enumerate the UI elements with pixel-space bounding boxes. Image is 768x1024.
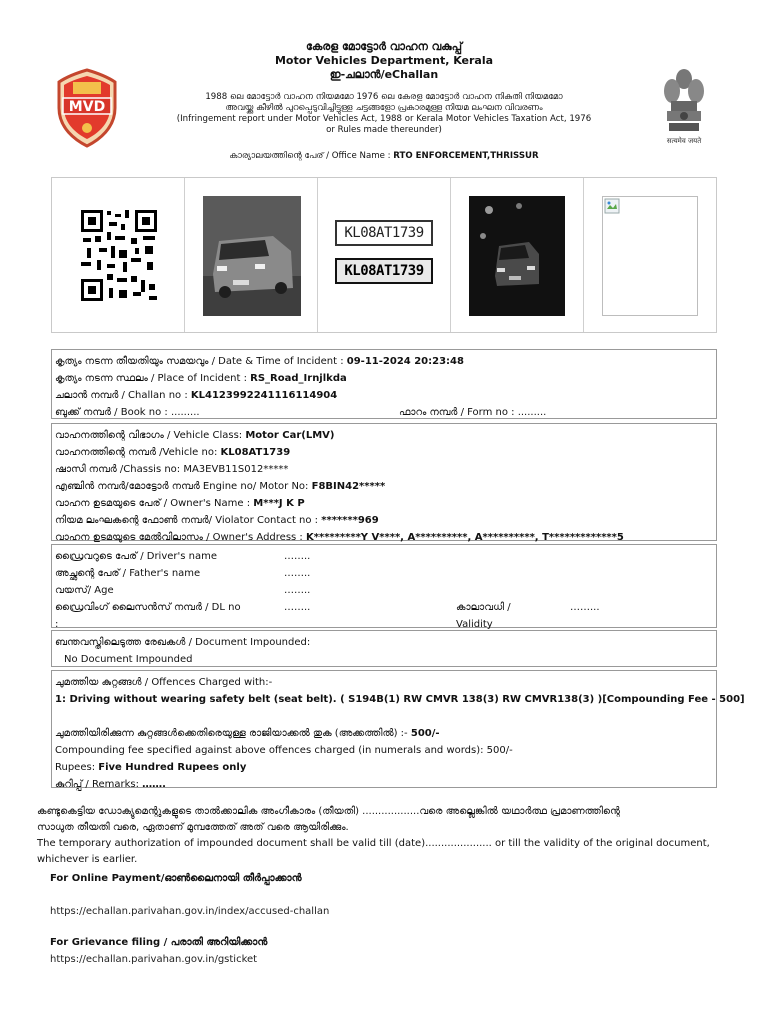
compounding-amount-label: ചുമത്തിയിരിക്കുന്ന കുറ്റങ്ങൾക്കെതിരെയുള്ള രാജിയാക്കൽ തുക (അക്കത്തിൽ) :- — [55, 728, 408, 739]
emblem-caption: सत्यमेव जयते — [666, 137, 702, 145]
note-ml-line2: സാധുത തീയതി വരെ, ഏതാണ് മുമ്പത്തേത് അത് വരെ ആയിരിക്കും. — [37, 822, 349, 833]
evidence-photos — [51, 177, 717, 333]
offences-spacer — [55, 708, 713, 725]
desc-ml-line2: അവയ്ക്കു കീഴിൽ പുറപ്പെടുവിച്ചിട്ടുള്ള ചട്ടങ്ങളോ പ്രകാരമുള്ള നിയമ ലംഘന വിവരണം — [225, 103, 543, 113]
remarks-row — [55, 776, 713, 793]
note-en-line2: whichever is earlier. — [37, 854, 138, 865]
owner-address-label: വാഹന ഉടമയുടെ മേൽവിലാസം / Owner's Address : — [55, 532, 303, 543]
online-payment-title: For Online Payment/ഓൺലൈനായി തീർപ്പാക്കാൻ — [50, 873, 302, 884]
vehicle-no-row — [55, 444, 713, 461]
desc-en: (Infringement report under Motor Vehicles Act, 1988 or Kerala Motor Vehicles Taxation Act, 1976 or Rules made thereunder) — [176, 114, 592, 135]
incident-datetime-row — [55, 353, 713, 370]
challan-value: KL4123992241116114904 — [190, 390, 338, 401]
document-impounded — [51, 630, 717, 667]
age-row — [55, 582, 713, 599]
broken-image-cell — [584, 178, 716, 332]
offence-item: 1: Driving without wearing safety belt (seat belt). ( S194B(1) RW CMVR 138(3) RW CMVR138(3) )[Compounding Fee - 500] — [55, 694, 745, 705]
mvd-logo-text: MVD — [68, 99, 106, 115]
validity-label-en: Validity — [456, 619, 493, 630]
office-label: കാര്യാലയത്തിന്റെ പേര് / Office Name : — [229, 151, 391, 161]
driver-name-value: …….. — [284, 551, 311, 562]
impound-label: ബന്തവസ്തിലെടുത്ത രേഖകൾ / Document Impounded: — [55, 637, 311, 648]
note-en-line1: The temporary authorization of impounded document shall be valid till (date)..................... or till the validity of the original document, — [37, 838, 710, 849]
engine-row — [55, 478, 713, 495]
vehicle-photo-cell — [185, 178, 318, 332]
office-name — [0, 151, 768, 161]
age-label: വയസ്/ Age — [55, 585, 114, 596]
title-malayalam: കേരള മോട്ടോർ വാഹന വകുപ്പ് — [306, 40, 462, 53]
dl-row — [55, 599, 713, 616]
vehicle-class-row — [55, 427, 713, 444]
qr-code-cell — [52, 178, 185, 332]
compounding-amount-row — [55, 725, 713, 742]
vehicle-no-value: KL08AT1739 — [220, 447, 291, 458]
document-header — [0, 40, 768, 161]
compounding-fee-text: Compounding fee specified against above offences charged (in numerals and words): 500/- — [55, 745, 513, 756]
desc-ml-line1: 1988 ലെ മോട്ടോർ വാഹന നിയമമോ 1976 ലെ കേരള മോട്ടോർ വാഹന നികുതി നിയമമോ — [205, 92, 563, 102]
owner-address-value: K*********Y V****, A**********, A**********, T*************5 — [305, 532, 624, 543]
night-vehicle-photo — [469, 196, 565, 316]
validity-value: ……... — [570, 602, 600, 613]
offences-label: ചുമത്തിയ കുറ്റങ്ങൾ / Offences Charged with:- — [55, 677, 273, 688]
chassis-row: ഷാസി നമ്പർ /Chassis no: MA3EVB11S012***** — [55, 464, 289, 475]
engine-label: എഞ്ചിൻ നമ്പർ/മോട്ടോർ നമ്പർ Engine no/ Motor No: — [55, 481, 309, 492]
challan-row — [55, 387, 713, 404]
owner-name-value: M***J K P — [253, 498, 305, 509]
compounding-amount-value: 500/- — [410, 728, 440, 739]
incident-details — [51, 349, 717, 419]
driver-details — [51, 544, 717, 628]
incident-place-value: RS_Road_Irnjlkda — [250, 373, 347, 384]
owner-name-row — [55, 495, 713, 512]
driver-name-row — [55, 548, 713, 565]
plate-image-top: KL08AT1739 — [335, 220, 433, 246]
rupees-row — [55, 759, 713, 776]
act-description — [174, 92, 594, 136]
broken-image-icon — [604, 198, 620, 214]
incident-datetime-label: കൃത്യം നടന്ന തീയതിയും സമയവും / Date & Time of Incident : — [55, 356, 344, 367]
title-english: Motor Vehicles Department, Kerala — [274, 54, 494, 67]
owner-name-label: വാഹന ഉടമയുടെ പേര് / Owner's Name : — [55, 498, 251, 509]
engine-value: F8BIN42***** — [311, 481, 386, 492]
online-payment-link[interactable]: https://echallan.parivahan.gov.in/index/accused-challan — [50, 906, 330, 917]
echallan-title: ഇ-ചലാൻ/eChallan — [329, 68, 439, 81]
office-value: RTO ENFORCEMENT,THRISSUR — [393, 151, 539, 161]
offences-details — [51, 670, 745, 790]
broken-image-frame — [602, 196, 698, 316]
form-no: ഫാറം നമ്പർ / Form no : ......... — [399, 407, 547, 418]
violator-contact-label: നിയമ ലംഘകന്റെ ഫോൺ നമ്പർ/ Violator Contact no : — [55, 515, 319, 526]
vehicle-no-label: വാഹനത്തിന്റെ നമ്പർ /Vehicle no: — [55, 447, 218, 458]
vehicle-class-label: വാഹനത്തിന്റെ വിഭാഗം / Vehicle Class: — [55, 430, 243, 441]
book-no: ബുക്ക് നമ്പർ / Book no : ......... — [55, 407, 200, 418]
violator-contact-value: *******969 — [321, 515, 379, 526]
plate-image-bottom: KL08AT1739 — [335, 258, 433, 284]
number-plate-cell — [318, 178, 451, 332]
night-photo-cell — [451, 178, 584, 332]
dl-label: ഡ്രൈവിംഗ് ലൈസൻസ് നമ്പർ / DL no — [55, 602, 241, 613]
vehicle-details — [51, 423, 717, 541]
grievance-title: For Grievance filing / പരാതി അറിയിക്കാൻ — [50, 937, 268, 948]
incident-place-row — [55, 370, 713, 387]
age-value: …….. — [284, 585, 311, 596]
vehicle-photo — [203, 196, 301, 316]
challan-label: ചലാൻ നമ്പർ / Challan no : — [55, 390, 188, 401]
rupees-value: Five Hundred Rupees only — [98, 762, 247, 773]
qr-code — [79, 208, 159, 303]
driver-name-label: ഡ്രൈവറുടെ പേര് / Driver's name — [55, 551, 218, 562]
dl-colon: : — [55, 619, 59, 630]
father-name-label: അച്ഛന്റെ പേര് / Father's name — [55, 568, 201, 579]
incident-datetime-value: 09-11-2024 20:23:48 — [346, 356, 464, 367]
violator-contact-row — [55, 512, 713, 529]
temporary-authorization-note — [37, 804, 727, 868]
vehicle-class-value: Motor Car(LMV) — [245, 430, 335, 441]
father-name-row — [55, 565, 713, 582]
remarks-label: കുറിപ്പ് / Remarks: — [55, 779, 139, 790]
father-name-value: …….. — [284, 568, 311, 579]
grievance-link[interactable]: https://echallan.parivahan.gov.in/gsticket — [50, 954, 258, 965]
remarks-value: ……. — [142, 779, 166, 790]
impound-value: No Document Impounded — [64, 654, 193, 665]
validity-label-ml: കാലാവധി / — [456, 602, 511, 613]
incident-place-label: കൃത്യം നടന്ന സ്ഥലം / Place of Incident : — [55, 373, 247, 384]
rupees-label: Rupees: — [55, 762, 96, 773]
dl-value: …….. — [284, 602, 311, 613]
book-form-row — [55, 404, 713, 421]
note-ml-line1: കണ്ടുകെട്ടിയ ഡോക്യുമെന്റുകളുടെ താൽക്കാലിക അംഗീകാരം (തീയതി) ..................വരെ അല്ലെങ്കിൽ യഥാർത്ഥ പ്രമാണത്തിന്റെ — [37, 806, 620, 817]
